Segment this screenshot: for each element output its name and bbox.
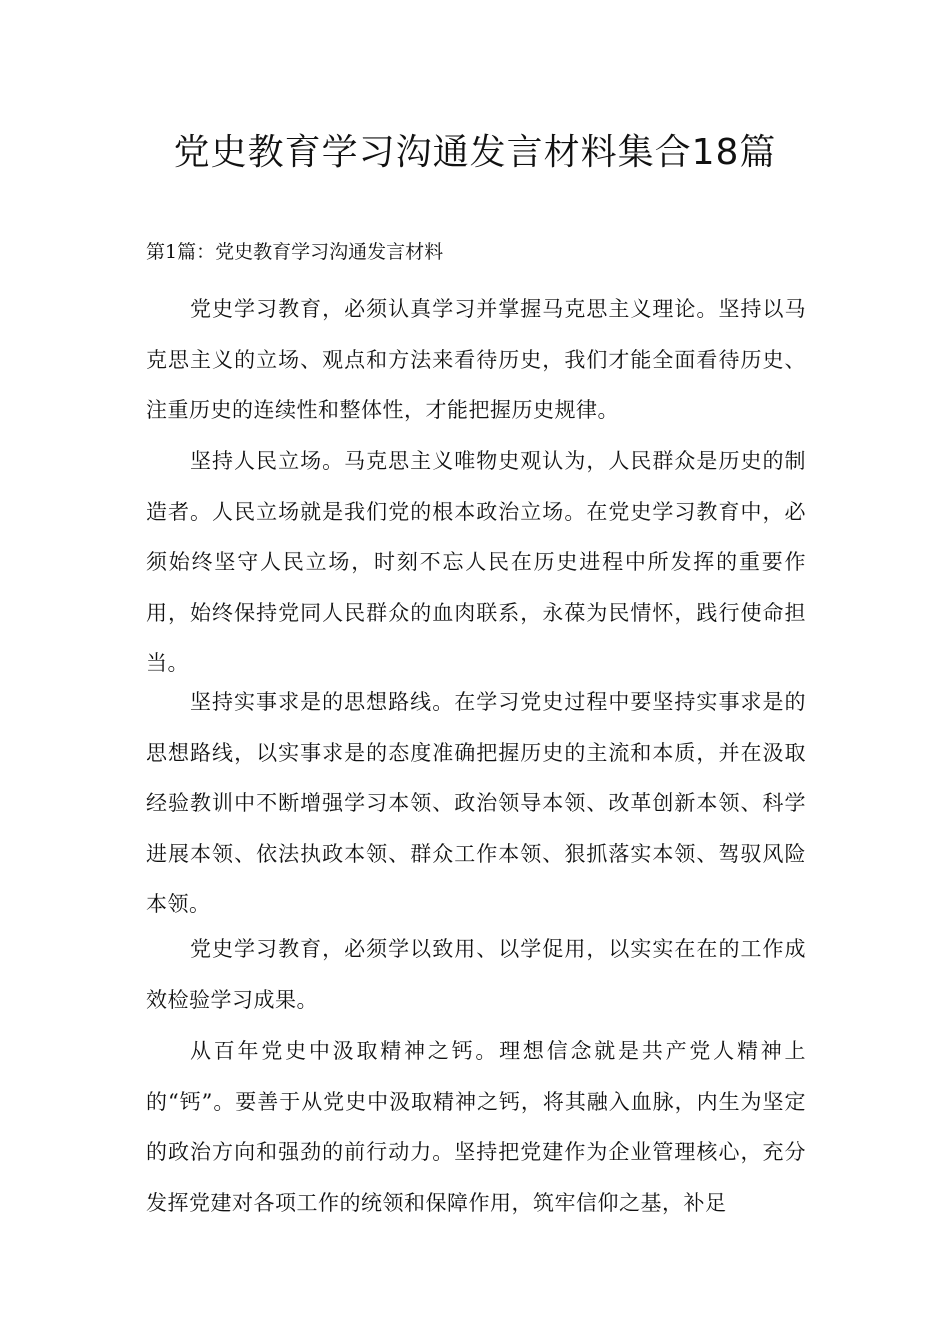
- paragraph-5: 从百年党史中汲取精神之钙。理想信念就是共产党人精神上的“钙”。要善于从党史中汲取精神之钙，将其融入血脉，内生为坚定的政治方向和强劲的前行动力。坚持把党建作为企业管理核心，充分发挥党建对各项工作的统领和保障作用，筑牢信仰之基，补足: [146, 1039, 806, 1215]
- document-title: 党史教育学习沟通发言材料集合18篇: [173, 132, 777, 173]
- paragraph-1: 党史学习教育，必须认真学习并掌握马克思主义理论。坚持以马克思主义的立场、观点和方法来看待历史，我们才能全面看待历史、注重历史的连续性和整体性，才能把握历史规律。: [146, 297, 806, 422]
- section-heading: 第1篇：党史教育学习沟通发言材料: [146, 241, 444, 263]
- paragraph-4: 党史学习教育，必须学以致用、以学促用，以实实在在的工作成效检验学习成果。: [146, 937, 806, 1012]
- paragraph-2: 坚持人民立场。马克思主义唯物史观认为，人民群众是历史的制造者。人民立场就是我们党的根本政治立场。在党史学习教育中，必须始终坚守人民立场，时刻不忘人民在历史进程中所发挥的重要作用，始终保持党同人民群众的血肉联系，永葆为民情怀，践行使命担当。: [146, 449, 806, 675]
- paragraph-3: 坚持实事求是的思想路线。在学习党史过程中要坚持实事求是的思想路线，以实事求是的态度准确把握历史的主流和本质，并在汲取经验教训中不断增强学习本领、政治领导本领、改革创新本领、科学进展本领、依法执政本领、群众工作本领、狠抓落实本领、驾驭风险本领。: [146, 690, 806, 916]
